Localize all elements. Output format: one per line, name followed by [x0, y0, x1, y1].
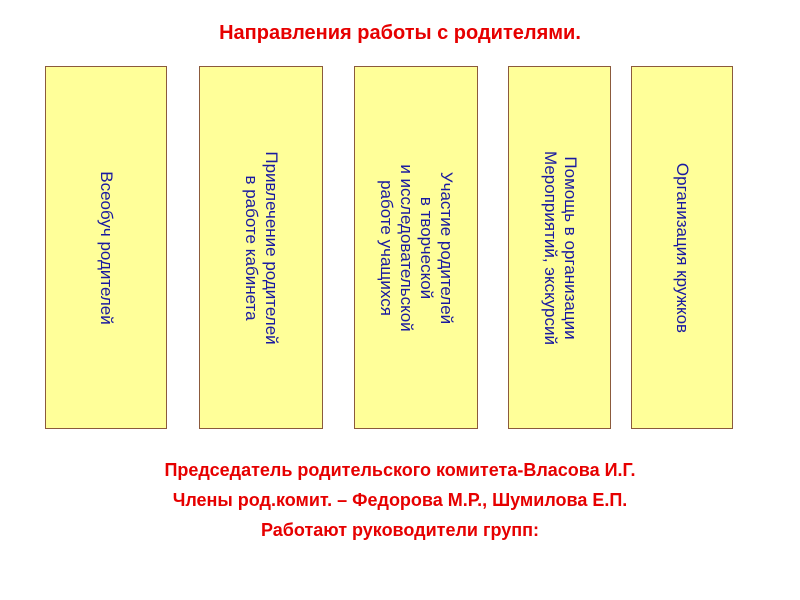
group-leaders: Работают руководители групп: — [261, 520, 539, 540]
direction-label: Участие родителей в творческой и исследовательской работе учащихся — [377, 163, 456, 332]
committee-members: Члены род.комит. – Федорова М.Р., Шумилова Е.П. — [172, 490, 628, 510]
committee-info — [0, 455, 800, 545]
direction-label: Всеобуч родителей — [97, 170, 116, 325]
page-title: Направления работы с родителями. — [219, 22, 581, 44]
direction-label: Привлечение родителей в работе кабинета — [242, 150, 281, 345]
direction-label: Помощь в организации Мероприятий, экскурсий — [540, 150, 580, 345]
direction-box-clubs — [631, 66, 733, 429]
direction-box-events — [508, 66, 611, 429]
direction-label: Организация кружков — [673, 162, 692, 333]
direction-box-cabinet — [199, 66, 323, 429]
direction-box-research — [354, 66, 478, 429]
committee-chair: Председатель родительского комитета-Власова И.Г. — [164, 460, 636, 480]
direction-box-education — [45, 66, 167, 429]
